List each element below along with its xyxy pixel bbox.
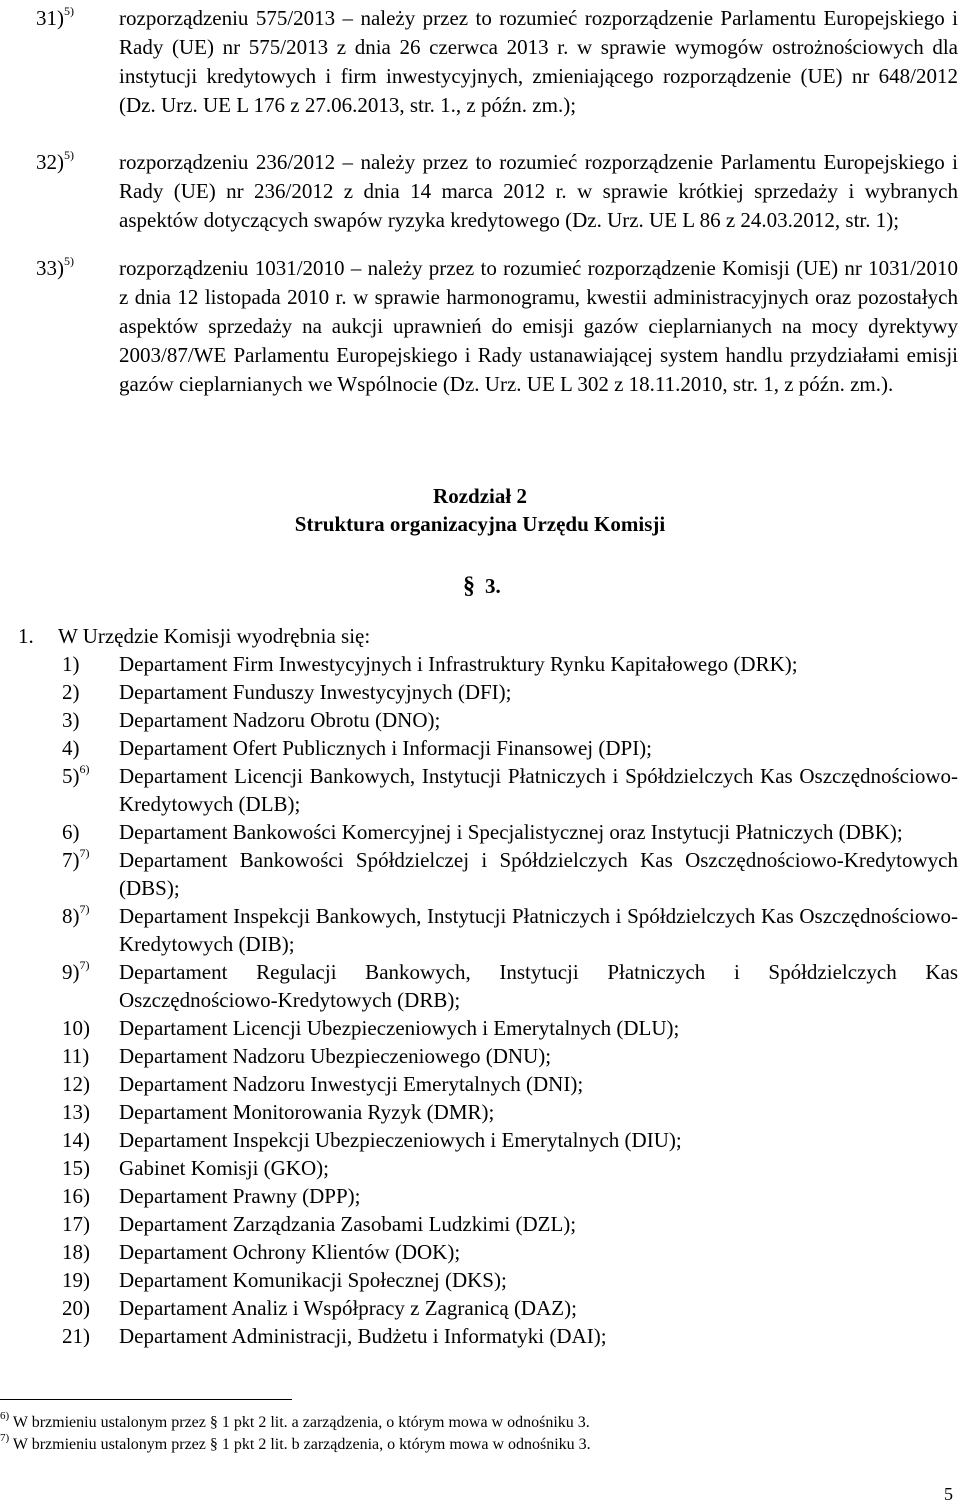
list-item-number: 13) (62, 1100, 90, 1124)
list-item-number: 19) (62, 1268, 90, 1292)
list-item (62, 818, 958, 846)
list-item (62, 1182, 958, 1210)
list-item-text: Departament Administracji, Budżetu i Informatyki (DAI); (119, 1324, 607, 1348)
page-number: 5 (944, 1484, 953, 1504)
list-item (62, 1042, 958, 1070)
clause-number: 1. (18, 624, 34, 648)
list-item-text: Departament Zarządzania Zasobami Ludzkimi (DZL); (119, 1212, 577, 1236)
definition-text: rozporządzeniu 236/2012 – należy przez to rozumieć rozporządzenie Parlamentu Europejskiego i Rady (UE) nr 236/2012 z dnia 14 marca 2012 r. w sprawie krótkiej sprzedaży i wybranych aspektów dotyczących swapów ryzyka kredytowego (Dz. Urz. UE L 86 z 24.03.2012, str. 1); (119, 150, 958, 232)
list-item (62, 1126, 958, 1154)
list-item-text: Departament Ofert Publicznych i Informacji Finansowej (DPI); (119, 736, 653, 760)
footnote (0, 1409, 900, 1434)
list-item-text: Departament Inspekcji Ubezpieczeniowych i Emerytalnych (DIU); (119, 1128, 682, 1152)
list-item-number: 11) (62, 1044, 90, 1068)
definition-item (36, 148, 958, 235)
list-item-number: 9)$^{7)}$ (62, 958, 90, 984)
definition-item (36, 254, 958, 399)
list-item-text: Departament Ochrony Klientów (DOK); (119, 1240, 461, 1264)
list-item (62, 678, 958, 706)
list-item-text: Departament Nadzoru Obrotu (DNO); (119, 708, 441, 732)
list-item-number: 8)$^{7)}$ (62, 902, 90, 928)
list-item (62, 958, 958, 1014)
list-item-text: Departament Nadzoru Inwestycji Emerytalnych (DNI); (119, 1072, 584, 1096)
list-item (62, 902, 958, 958)
list-item (62, 762, 958, 818)
list-item-number: 5)$^{6)}$ (62, 762, 90, 788)
chapter-title: Struktura organizacyjna Urzędu Komisji (294, 512, 666, 536)
list-item-number: 12) (62, 1072, 90, 1096)
list-item (62, 1098, 958, 1126)
list-item (62, 1014, 958, 1042)
list-item-text: Departament Regulacji Bankowych, Instytucji Płatniczych i Spółdzielczych Kas Oszczędnościowo-Kredytowych (DRB); (119, 960, 958, 1012)
list-item (62, 1154, 958, 1182)
definition-number: 31)$^{5)}$ (36, 4, 74, 30)
definition-text: rozporządzeniu 575/2013 – należy przez to rozumieć rozporządzenie Parlamentu Europejskiego i Rady (UE) nr 575/2013 z dnia 26 czerwca 2013 r. w sprawie wymogów ostrożnościowych dla instytucji kredytowych i firm inwestycyjnych, zmieniającego rozporządzenie (UE) nr 648/2012 (Dz. Urz. UE L 176 z 27.06.2013, str. 1., z późn. zm.); (119, 6, 958, 117)
list-item (62, 1322, 958, 1350)
list-item (62, 650, 958, 678)
clause-intro (18, 622, 370, 650)
list-item-number: 7)$^{7)}$ (62, 846, 90, 872)
list-item-text: Departament Analiz i Współpracy z Zagranicą (DAZ); (119, 1296, 577, 1320)
list-item-text: Departament Licencji Ubezpieczeniowych i Emerytalnych (DLU); (119, 1016, 680, 1040)
list-item (62, 1266, 958, 1294)
list-item (62, 706, 958, 734)
clause-text: W Urzędzie Komisji wyodrębnia się: (58, 624, 371, 648)
list-item-number: 18) (62, 1240, 90, 1264)
section-sign: § (463, 573, 475, 599)
list-item-text: Departament Funduszy Inwestycyjnych (DFI); (119, 680, 512, 704)
list-item-text: Departament Firm Inwestycyjnych i Infrastruktury Rynku Kapitałowego (DRK); (119, 652, 798, 676)
list-item-number: 6) (62, 820, 80, 844)
list-item-number: 10) (62, 1016, 90, 1040)
definition-item (36, 4, 958, 120)
list-item-number: 17) (62, 1212, 90, 1236)
footnote-mark: 7) (0, 1431, 10, 1444)
list-item-number: 16) (62, 1184, 90, 1208)
definition-number: 33)$^{5)}$ (36, 254, 74, 280)
list-item (62, 1238, 958, 1266)
chapter-number: Rozdział 2 (433, 484, 527, 508)
list-item-number: 3) (62, 708, 80, 732)
footnote-text: W brzmieniu ustalonym przez § 1 pkt 2 lit. b zarządzenia, o którym mowa w odnośniku 3. (12, 1436, 591, 1453)
paragraph-heading (463, 572, 501, 600)
footnote-separator (0, 1399, 292, 1400)
list-item (62, 846, 958, 902)
list-item-text: Departament Komunikacji Społecznej (DKS); (119, 1268, 507, 1292)
list-item-number: 20) (62, 1296, 90, 1320)
list-item-text: Gabinet Komisji (GKO); (119, 1156, 329, 1180)
footnote-text: W brzmieniu ustalonym przez § 1 pkt 2 lit. a zarządzenia, o którym mowa w odnośniku 3. (12, 1414, 590, 1431)
list-item-number: 15) (62, 1156, 90, 1180)
footnote (0, 1431, 900, 1456)
list-item-text: Departament Licencji Bankowych, Instytucji Płatniczych i Spółdzielczych Kas Oszczędnościowo-Kredytowych (DLB); (119, 764, 958, 816)
footnote-mark: 6) (0, 1409, 10, 1422)
paragraph-number: 3. (485, 574, 501, 598)
list-item-text: Departament Bankowości Spółdzielczej i Spółdzielczych Kas Oszczędnościowo-Kredytowych (DBS); (119, 848, 958, 900)
list-item (62, 1210, 958, 1238)
list-item-number: 2) (62, 680, 80, 704)
list-item-number: 14) (62, 1128, 90, 1152)
definition-text: rozporządzeniu 1031/2010 – należy przez to rozumieć rozporządzenie Komisji (UE) nr 1031/2010 z dnia 12 listopada 2010 r. w sprawie harmonogramu, kwestii administracyjnych oraz pozostałych aspektów sprzedaży na aukcji uprawnień do emisji gazów cieplarnianych na mocy dyrektywy 2003/87/WE Parlamentu Europejskiego i Rady ustanawiającej system handlu przydziałami emisji gazów cieplarnianych we Wspólnocie (Dz. Urz. UE L 302 z 18.11.2010, str. 1, z późn. zm.). (119, 256, 958, 396)
list-item-text: Departament Prawny (DPP); (119, 1184, 361, 1208)
list-item (62, 1294, 958, 1322)
list-item-text: Departament Inspekcji Bankowych, Instytucji Płatniczych i Spółdzielczych Kas Oszczędnościowo-Kredytowych (DIB); (119, 904, 958, 956)
list-item-text: Departament Nadzoru Ubezpieczeniowego (DNU); (119, 1044, 552, 1068)
list-item-text: Departament Bankowości Komercyjnej i Specjalistycznej oraz Instytucji Płatniczych (DBK); (119, 820, 903, 844)
list-item-number: 4) (62, 736, 80, 760)
list-item (62, 1070, 958, 1098)
list-item-text: Departament Monitorowania Ryzyk (DMR); (119, 1100, 495, 1124)
list-item-number: 1) (62, 652, 80, 676)
definition-number: 32)$^{5)}$ (36, 148, 74, 174)
list-item-number: 21) (62, 1324, 90, 1348)
department-list (62, 650, 958, 1350)
list-item (62, 734, 958, 762)
